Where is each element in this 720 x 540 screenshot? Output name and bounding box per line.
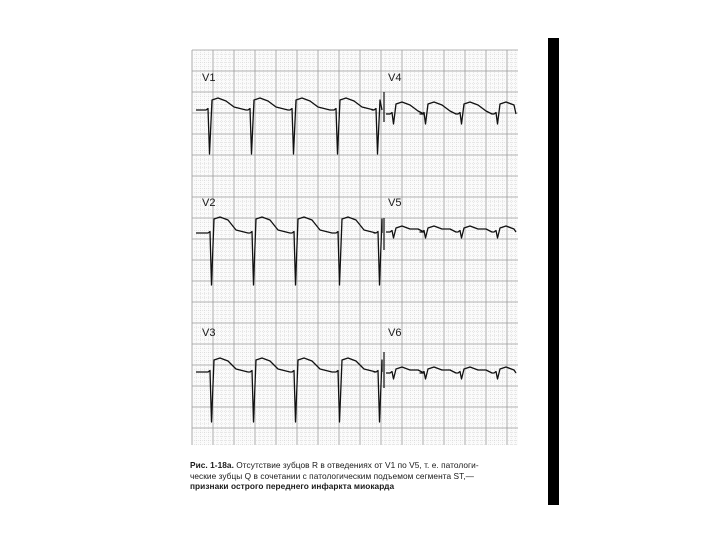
figure-caption bbox=[190, 460, 530, 492]
lead-label-v6: V6 bbox=[388, 327, 402, 339]
black-bar bbox=[548, 38, 559, 505]
caption-line-3: признаки острого переднего инфаркта миокарда bbox=[190, 481, 395, 491]
caption-line-2: ческие зубцы Q в сочетании с патологическим подъемом сегмента ST,— bbox=[190, 470, 474, 481]
lead-label-v4: V4 bbox=[388, 72, 402, 84]
lead-label-v1: V1 bbox=[202, 72, 216, 84]
caption-prefix: Рис. 1-18а. bbox=[190, 460, 234, 470]
caption-line-1 bbox=[190, 460, 530, 471]
lead-label-v5: V5 bbox=[388, 197, 402, 209]
caption-text-1: Отсутствие зубцов R в отведениях от V1 по V5, т. е. патологи- bbox=[236, 460, 479, 470]
lead-label-v3: V3 bbox=[202, 327, 216, 339]
lead-label-v2: V2 bbox=[202, 197, 216, 209]
